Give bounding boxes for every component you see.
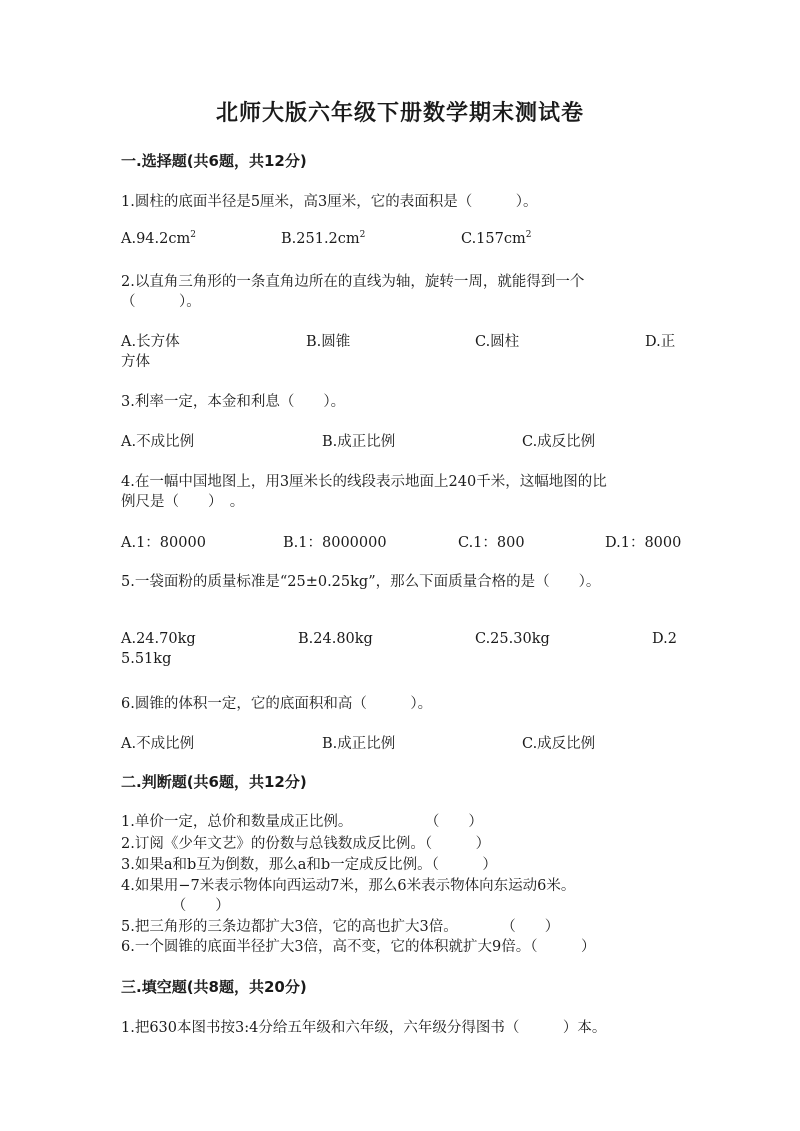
option-b: B.24.80kg: [298, 631, 373, 647]
option-c: $C.157cm^2$: [461, 230, 532, 247]
option-b: $B.251.2cm^2$: [281, 230, 366, 247]
option-d-continued: 方体: [121, 354, 150, 370]
option-c: C.25.30kg: [475, 631, 550, 647]
question-4-stem-line2: 例尺是（ ） 。: [121, 494, 245, 510]
option-b: B.成正比例: [322, 736, 396, 752]
option-c: C.圆柱: [475, 334, 520, 350]
option-d: D.2: [652, 631, 677, 647]
option-b: B.成正比例: [322, 434, 396, 450]
judgment-item-2: 2.订阅《少年文艺》的份数与总钱数成反比例。（ ）: [121, 836, 491, 852]
option-a: A.1：80000: [121, 535, 206, 551]
question-1-stem: 1.圆柱的底面半径是5厘米，高3厘米，它的表面积是（ ）。: [121, 194, 538, 210]
option-d: D.1：8000: [605, 535, 682, 551]
page-title: 北师大版六年级下册数学期末测试卷: [215, 101, 584, 126]
option-a: A.24.70kg: [121, 631, 196, 647]
option-d: D.正: [645, 334, 676, 350]
section-heading-choice: 一.选择题(共6题，共12分): [121, 152, 307, 170]
option-d-continued: 5.51kg: [121, 651, 172, 667]
question-3-stem: 3.利率一定，本金和利息（ ）。: [121, 394, 346, 410]
option-b: B.圆锥: [306, 334, 351, 350]
question-2-stem-line1: 2.以直角三角形的一条直角边所在的直线为轴，旋转一周，就能得到一个: [121, 274, 585, 290]
option-a: A.长方体: [121, 334, 180, 350]
section-heading-judgment: 二.判断题(共6题，共12分): [121, 773, 307, 791]
judgment-item-6: 6.一个圆锥的底面半径扩大3倍，高不变，它的体积就扩大9倍。（ ）: [121, 939, 596, 955]
judgment-item-4-continued: （ ）: [121, 898, 230, 914]
option-b: B.1：8000000: [283, 535, 387, 551]
judgment-item-5: 5.把三角形的三条边都扩大3倍，它的高也扩大3倍。 （ ）: [121, 919, 560, 935]
option-c: C.成反比例: [522, 736, 596, 752]
question-2-stem-line2: （ ）。: [121, 294, 201, 310]
option-a: A.不成比例: [121, 434, 195, 450]
judgment-item-1: 1.单价一定，总价和数量成正比例。 （ ）: [121, 814, 483, 830]
option-a: A.不成比例: [121, 736, 195, 752]
question-4-stem-line1: 4.在一幅中国地图上，用3厘米长的线段表示地面上240千米，这幅地图的比: [121, 474, 607, 490]
section-heading-fill-blank: 三.填空题(共8题，共20分): [121, 978, 307, 996]
question-6-stem: 6.圆锥的体积一定，它的底面积和高（ ）。: [121, 696, 433, 712]
fill-question-1: 1.把630本图书按3:4分给五年级和六年级，六年级分得图书（ ）本。: [121, 1020, 607, 1036]
option-c: C.1：800: [458, 535, 525, 551]
judgment-item-3: 3.如果a和b互为倒数，那么a和b一定成反比例。（ ）: [121, 857, 497, 873]
option-c: C.成反比例: [522, 434, 596, 450]
question-5-stem: 5.一袋面粉的质量标准是“25±0.25kg”，那么下面质量合格的是（ ）。: [121, 574, 601, 590]
judgment-item-4: 4.如果用−7米表示物体向西运动7米，那么6米表示物体向东运动6米。: [121, 878, 576, 894]
option-a: $A.94.2cm^2$: [121, 230, 196, 247]
